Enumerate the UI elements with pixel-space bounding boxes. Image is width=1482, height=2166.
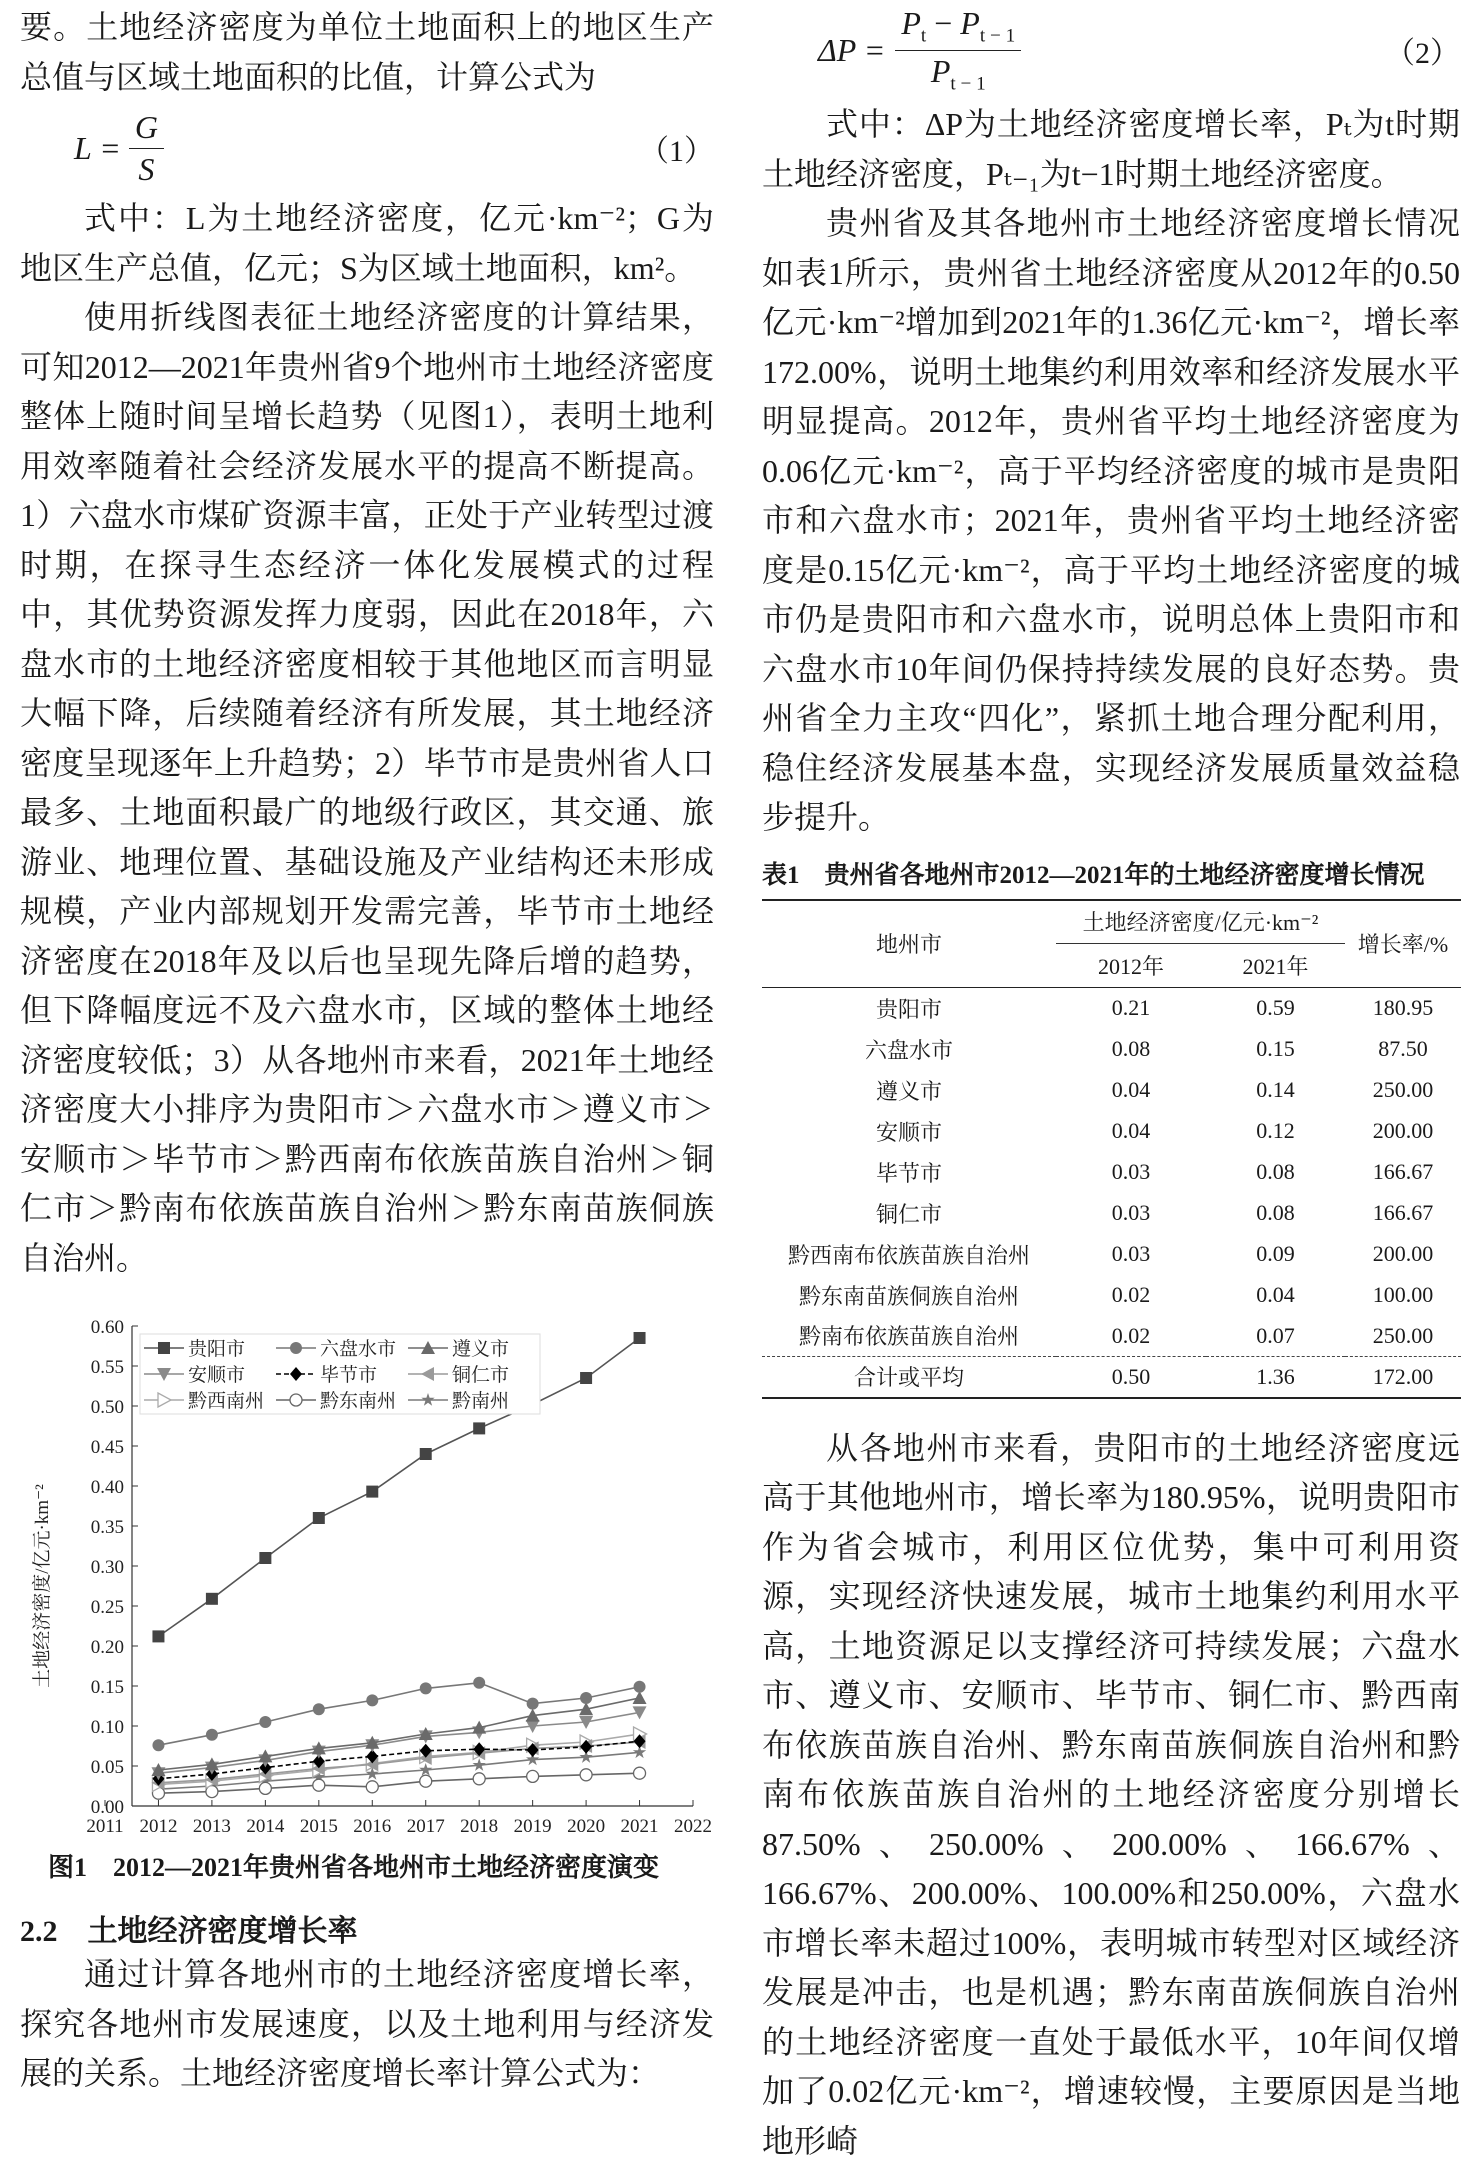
cell-value-2012: 0.04	[1056, 1111, 1206, 1152]
table-row	[762, 988, 1461, 1029]
cell-value-2021: 1.36	[1206, 1357, 1345, 1398]
x-tick-label: 2012	[139, 1816, 177, 1837]
cell-value-2021: 0.08	[1206, 1193, 1345, 1234]
marker-circle	[152, 1739, 164, 1751]
cell-value-2021: 0.15	[1206, 1029, 1345, 1070]
header-2021: 2021年	[1206, 944, 1345, 988]
series-黔西南州	[152, 1727, 646, 1791]
paragraph-regional-analysis: 从各地州市来看，贵阳市的土地经济密度远高于其他地州市，增长率为180.95%，说明贵阳市作为省会城市，利用区位优势，集中可利用资源，实现经济快速发展，城市土地集约利用水平高，土地资源足以支撑经济可持续发展；六盘水市、遵义市、安顺市、毕节市、铜仁市、黔西南布依族苗族自治州、黔东南苗族侗族自治州和黔南布依族苗族自治州的土地经济密度分别增长87.50%、250.00%、200.00%、166.67%、166.67%、200.00%、100.00%和250.00%，六盘水市增长率未超过100%，表明城市转型对区域经济发展是冲击，也是机遇；黔东南苗族侗族自治州的土地经济密度一直处于最低水平，10年间仅增加了0.02亿元·km⁻²，增速较慢，主要原因是当地地形崎	[762, 1424, 1460, 2166]
denominator: S	[138, 149, 154, 188]
cell-value-2021: 0.59	[1206, 988, 1345, 1029]
left-column	[20, 0, 714, 2099]
equation-number-2: （2）	[1385, 28, 1460, 72]
cell-value-2012: 0.04	[1056, 1070, 1206, 1111]
x-tick-label: 2015	[300, 1816, 338, 1837]
marker-square	[206, 1593, 218, 1605]
marker-circle	[634, 1681, 646, 1693]
marker-circle-open	[420, 1775, 432, 1787]
cell-growth-rate: 250.00	[1345, 1316, 1461, 1357]
legend-label: 毕节市	[320, 1363, 377, 1386]
cell-value-2012: 0.03	[1056, 1152, 1206, 1193]
cell-growth-rate: 200.00	[1345, 1111, 1461, 1152]
x-tick-label: 2014	[246, 1816, 285, 1837]
table-row	[762, 1316, 1461, 1357]
cell-region: 合计或平均	[762, 1357, 1056, 1398]
y-tick-label: 0.25	[91, 1597, 124, 1618]
table-row	[762, 1234, 1461, 1275]
subscript: t − 1	[950, 73, 985, 94]
marker-circle-open	[259, 1782, 271, 1794]
cell-region: 黔西南布依族苗族自治州	[762, 1234, 1056, 1275]
section-heading: 2.2 土地经济密度增长率	[20, 1906, 714, 1950]
formula-2-explanation: 式中：ΔP为土地经济密度增长率，Pₜ为t时期土地经济密度，Pₜ₋₁为t−1时期土地经济密度。	[762, 100, 1460, 199]
y-tick-label: 0.40	[91, 1477, 124, 1498]
marker-square	[634, 1332, 646, 1344]
cell-value-2012: 0.08	[1056, 1029, 1206, 1070]
marker-circle-open	[580, 1769, 592, 1781]
x-tick-label: 2011	[86, 1816, 123, 1837]
table-row	[762, 1029, 1461, 1070]
right-column	[762, 0, 1460, 2166]
legend-label: 遵义市	[452, 1338, 509, 1360]
cell-region: 遵义市	[762, 1070, 1056, 1111]
cell-growth-rate: 87.50	[1345, 1029, 1461, 1070]
cell-growth-rate: 180.95	[1345, 988, 1461, 1029]
cell-growth-rate: 100.00	[1345, 1275, 1461, 1316]
legend-label: 黔西南州	[188, 1390, 264, 1412]
table-row	[762, 1152, 1461, 1193]
marker-square	[473, 1422, 485, 1434]
formula-2	[762, 0, 1460, 100]
subscript: t − 1	[980, 26, 1015, 47]
formula-lhs: ΔP =	[818, 32, 885, 69]
cell-value-2012: 0.03	[1056, 1193, 1206, 1234]
marker-circle	[473, 1677, 485, 1689]
marker-circle	[420, 1682, 432, 1694]
formula-1	[20, 102, 714, 194]
x-tick-label: 2017	[407, 1816, 445, 1837]
chart-legend	[140, 1334, 540, 1414]
x-tick-label: 2018	[460, 1816, 498, 1837]
denominator	[931, 51, 986, 95]
marker-circle	[580, 1692, 592, 1704]
marker-circle-open	[527, 1770, 539, 1782]
cell-value-2012: 0.21	[1056, 988, 1206, 1029]
marker-circle-open	[366, 1781, 378, 1793]
cell-region: 毕节市	[762, 1152, 1056, 1193]
paragraph-growth-rate-intro: 通过计算各地州市的土地经济密度增长率，探究各地州市发展速度，以及土地利用与经济发展的关系。土地经济密度增长率计算公式为：	[20, 1950, 714, 2099]
marker-triangle-up	[633, 1691, 647, 1704]
paragraph-chart-analysis: 使用折线图表征土地经济密度的计算结果，可知2012—2021年贵州省9个地州市土地经济密度整体上随时间呈增长趋势（见图1），表明土地利用效率随着社会经济发展水平的提高不断提高。1）六盘水市煤矿资源丰富，正处于产业转型过渡时期，在探寻生态经济一体化发展模式的过程中，其优势资源发挥力度弱，因此在2018年，六盘水市的土地经济密度相较于其他地区而言明显大幅下降，后续随着经济有所发展，其土地经济密度呈现逐年上升趋势；2）毕节市是贵州省人口最多、土地面积最广的地级行政区，其交通、旅游业、地理位置、基础设施及产业结构还未形成规模，产业内部规划开发需完善，毕节市土地经济密度在2018年及以后也呈现先降后增的趋势，但下降幅度远不及六盘水市，区域的整体土地经济密度较低；3）从各地州市来看，2021年土地经济密度大小排序为贵阳市＞六盘水市＞遵义市＞安顺市＞毕节市＞黔西南布依族苗族自治州＞铜仁市＞黔南布依族苗族自治州＞黔东南苗族侗族自治州。	[20, 293, 714, 1283]
y-tick-label: 0.60	[91, 1317, 124, 1338]
y-tick-label: 0.30	[91, 1557, 124, 1578]
cell-value-2021: 0.08	[1206, 1152, 1345, 1193]
header-growth: 增长率/%	[1345, 900, 1461, 988]
marker-circle	[206, 1729, 218, 1741]
marker-circle-open	[473, 1773, 485, 1785]
cell-region: 黔南布依族苗族自治州	[762, 1316, 1056, 1357]
y-tick-label: 0.50	[91, 1397, 124, 1418]
numerator	[895, 5, 1021, 50]
table-row	[762, 1275, 1461, 1316]
x-tick-label: 2020	[567, 1816, 605, 1837]
minus-sign: −	[926, 5, 960, 41]
legend-label: 铜仁市	[452, 1364, 509, 1386]
legend-label: 黔东南州	[320, 1390, 396, 1412]
y-tick-label: 0.45	[91, 1437, 124, 1458]
marker-circle-open	[313, 1779, 325, 1791]
marker-square	[259, 1552, 271, 1564]
cell-region: 铜仁市	[762, 1193, 1056, 1234]
cell-region: 黔东南苗族侗族自治州	[762, 1275, 1056, 1316]
cell-value-2021: 0.04	[1206, 1275, 1345, 1316]
marker-square	[152, 1630, 164, 1642]
cell-value-2021: 0.12	[1206, 1111, 1345, 1152]
marker-circle	[366, 1694, 378, 1706]
series-遵义市	[151, 1691, 646, 1776]
cell-value-2021: 0.07	[1206, 1316, 1345, 1357]
table-total-row	[762, 1357, 1461, 1398]
cell-growth-rate: 166.67	[1345, 1193, 1461, 1234]
y-axis-label: 土地经济密度/亿元·km⁻²	[31, 1484, 53, 1688]
legend-label: 黔南州	[452, 1390, 509, 1412]
subscript: t	[921, 26, 926, 47]
cell-value-2012: 0.02	[1056, 1316, 1206, 1357]
cell-growth-rate: 250.00	[1345, 1070, 1461, 1111]
legend-label: 六盘水市	[320, 1338, 396, 1360]
formula-lhs: L =	[74, 130, 121, 167]
y-tick-label: 0.35	[91, 1517, 124, 1538]
y-tick-label: 0.00	[91, 1797, 124, 1818]
formula-1-explanation: 式中：L为土地经济密度，亿元·km⁻²；G为地区生产总值，亿元；S为区域土地面积，km²。	[20, 194, 714, 293]
paragraph-table-summary: 贵州省及其各地州市土地经济密度增长情况如表1所示，贵州省土地经济密度从2012年的0.50亿元·km⁻²增加到2021年的1.36亿元·km⁻²，增长率172.00%，说明土地集约利用效率和经济发展水平明显提高。2012年，贵州省平均土地经济密度为0.06亿元·km⁻²，高于平均经济密度的城市是贵阳市和六盘水市；2021年，贵州省平均土地经济密度是0.15亿元·km⁻²，高于平均土地经济密度的城市仍是贵阳市和六盘水市，说明总体上贵阳市和六盘水市10年间仍保持持续发展的良好态势。贵州省全力主攻“四化”，紧抓土地合理分配利用，稳住经济发展基本盘，实现经济发展质量效益稳步提升。	[762, 199, 1460, 843]
y-tick-label: 0.20	[91, 1637, 124, 1658]
x-tick-label: 2019	[514, 1816, 552, 1837]
cell-value-2012: 0.03	[1056, 1234, 1206, 1275]
marker-circle	[259, 1716, 271, 1728]
y-tick-label: 0.55	[91, 1357, 124, 1378]
header-region: 地州市	[762, 900, 1056, 988]
series-line	[158, 1773, 639, 1793]
marker-circle-open	[634, 1767, 646, 1779]
marker-square	[158, 1342, 170, 1354]
equation-number-1: （1）	[639, 126, 714, 170]
marker-square	[313, 1512, 325, 1524]
marker-circle-open	[290, 1394, 302, 1406]
marker-circle	[290, 1342, 302, 1354]
cell-value-2012: 0.02	[1056, 1275, 1206, 1316]
marker-circle	[527, 1698, 539, 1710]
fraction	[129, 109, 164, 188]
fraction	[895, 5, 1021, 95]
table-caption: 表1 贵州省各地州市2012—2021年的土地经济密度增长情况	[762, 855, 1460, 891]
table-row	[762, 1070, 1461, 1111]
p-t-minus-1: P	[960, 5, 980, 41]
paragraph-continuation: 要。土地经济密度为单位土地面积上的地区生产总值与区域土地面积的比值，计算公式为	[20, 3, 714, 102]
y-tick-label: 0.10	[91, 1717, 124, 1738]
cell-region: 安顺市	[762, 1111, 1056, 1152]
marker-square	[366, 1486, 378, 1498]
p-t-minus-1: P	[931, 53, 951, 89]
legend-label: 贵阳市	[188, 1338, 245, 1360]
marker-square	[580, 1372, 592, 1384]
numerator: G	[129, 109, 164, 149]
x-tick-label: 2022	[674, 1816, 712, 1837]
x-tick-label: 2021	[621, 1816, 659, 1837]
figure-caption: 图1 2012—2021年贵州省各地州市土地经济密度演变	[48, 1847, 714, 1884]
cell-value-2021: 0.09	[1206, 1234, 1345, 1275]
growth-table	[762, 899, 1461, 1399]
header-2012: 2012年	[1056, 944, 1206, 988]
cell-value-2012: 0.50	[1056, 1357, 1206, 1398]
cell-growth-rate: 172.00	[1345, 1357, 1461, 1398]
series-line	[158, 1683, 639, 1745]
cell-growth-rate: 166.67	[1345, 1152, 1461, 1193]
cell-growth-rate: 200.00	[1345, 1234, 1461, 1275]
cell-value-2021: 0.14	[1206, 1070, 1345, 1111]
header-density-group: 土地经济密度/亿元·km⁻²	[1056, 900, 1345, 944]
table-row	[762, 1111, 1461, 1152]
table-row	[762, 1193, 1461, 1234]
x-tick-label: 2013	[193, 1816, 231, 1837]
marker-circle	[313, 1703, 325, 1715]
y-tick-label: 0.15	[91, 1677, 124, 1698]
y-tick-label: 0.05	[91, 1757, 124, 1778]
line-chart-figure-1	[0, 1291, 730, 1841]
x-tick-label: 2016	[353, 1816, 391, 1837]
legend-label: 安顺市	[188, 1364, 245, 1386]
cell-region: 六盘水市	[762, 1029, 1056, 1070]
cell-region: 贵阳市	[762, 988, 1056, 1029]
marker-square	[420, 1448, 432, 1460]
p-t: P	[901, 5, 921, 41]
